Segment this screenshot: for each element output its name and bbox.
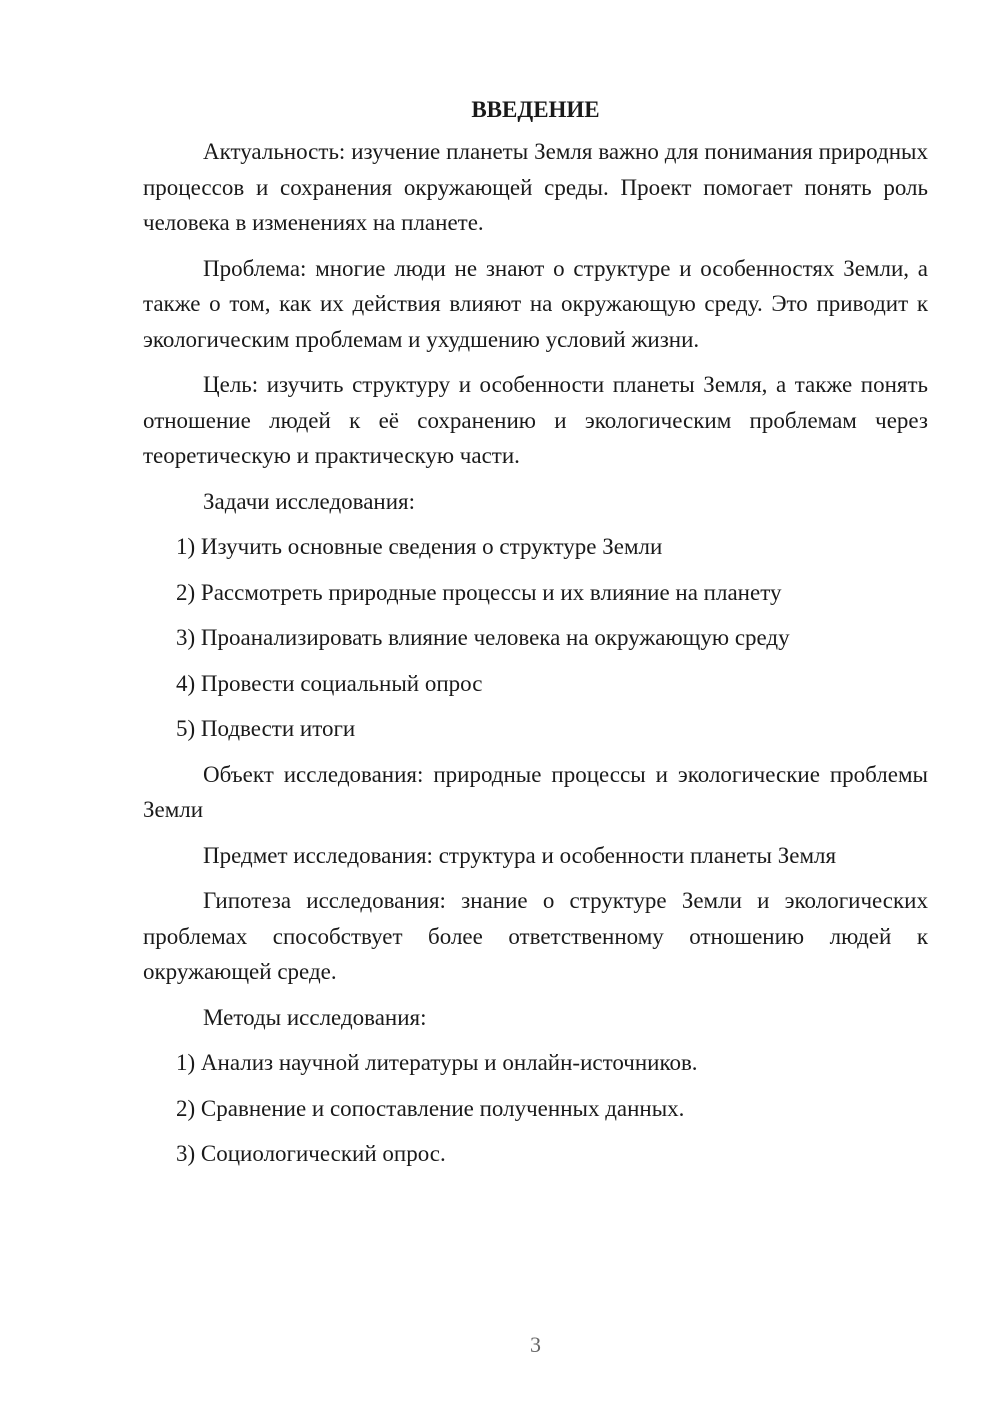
task-item: 1) Изучить основные сведения о структуре Земли	[176, 534, 663, 559]
goal-paragraph: Цель: изучить структуру и особенности планеты Земля, а также понять отношение людей к её сохранению и экологическим проблемам через теоретическую и практическую части.	[143, 372, 928, 468]
task-item: 3) Проанализировать влияние человека на окружающую среду	[176, 625, 790, 650]
problem-paragraph: Проблема: многие люди не знают о структуре и особенностях Земли, а также о том, как их действия влияют на окружающую среду. Это приводит к экологическим проблемам и ухудшению условий жизни.	[143, 255, 928, 352]
page-title: ВВЕДЕНИЕ	[471, 97, 600, 122]
page-number: 3	[530, 1332, 541, 1357]
relevance-paragraph: Актуальность: изучение планеты Земля важно для понимания природных процессов и сохранения окружающей среды. Проект помогает понять роль человека в изменениях на планете.	[143, 139, 928, 235]
subject-paragraph: Предмет исследования: структура и особенности планеты Земля	[203, 842, 837, 868]
methods-list	[143, 1045, 928, 1172]
object-paragraph: Объект исследования: природные процессы и экологические проблемы Земли	[143, 761, 928, 822]
task-item: 2) Рассмотреть природные процессы и их влияние на планету	[176, 579, 782, 605]
hypothesis-paragraph: Гипотеза исследования: знание о структуре Земли и экологических проблемах способствует более ответственному отношению людей к окружающей среде.	[143, 888, 928, 984]
tasks-list	[143, 529, 928, 747]
task-item: 5) Подвести итоги	[176, 716, 356, 741]
page-content	[143, 92, 928, 1182]
methods-heading: Методы исследования:	[203, 1004, 427, 1030]
task-item: 4) Провести социальный опрос	[176, 670, 483, 696]
method-item: 1) Анализ научной литературы и онлайн-источников.	[176, 1050, 698, 1075]
tasks-heading: Задачи исследования:	[203, 488, 416, 514]
method-item: 3) Социологический опрос.	[176, 1141, 446, 1166]
method-item: 2) Сравнение и сопоставление полученных данных.	[176, 1095, 685, 1121]
